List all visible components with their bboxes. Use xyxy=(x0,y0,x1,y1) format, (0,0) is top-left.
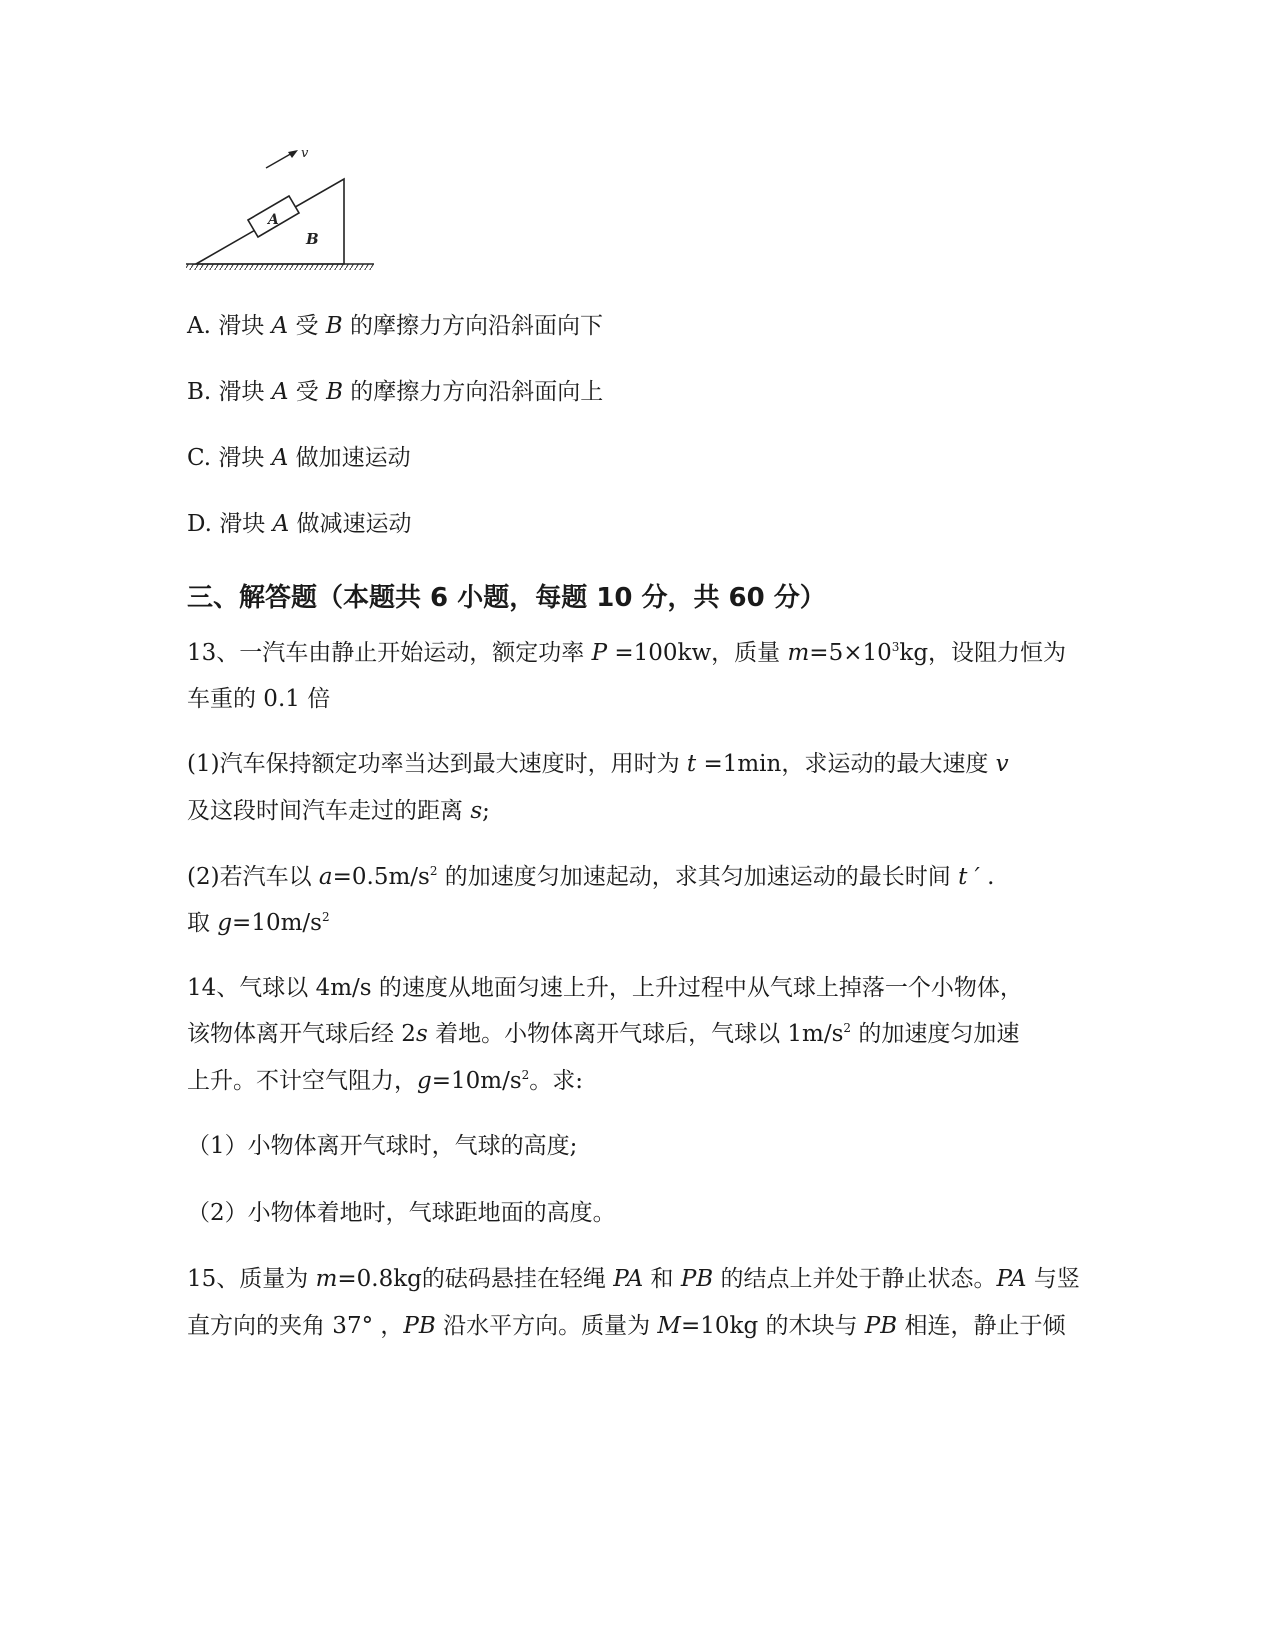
q15-line-2: 直方向的夹角 37° ，PB 沿水平方向。质量为 M=10kg 的木块与 PB 相连，静止于倾 xyxy=(187,1313,1066,1339)
q13-part-1-line-2: 及这段时间汽车走过的距离 s; xyxy=(187,798,490,824)
q14-part-2: （2）小物体着地时，气球距地面的高度。 xyxy=(187,1200,616,1226)
velocity-arrow-icon xyxy=(266,150,298,168)
ground-hatching xyxy=(186,264,374,270)
q13-part-2-line-1: (2)若汽车以 $a=0.5m/s^2$ 的加速度匀加速起动，求其匀加速运动的最长时间 t ′ . xyxy=(187,864,995,890)
q14-line-3: 上升。不计空气阻力，$g=10m/s^2$。求: xyxy=(187,1068,584,1094)
section-heading: 三、解答题（本题共 6 小题，每题 10 分，共 60 分） xyxy=(187,583,826,613)
q13-line-2: 车重的 0.1 倍 xyxy=(187,686,331,712)
q14-line-2: 该物体离开气球后经 2s 着地。小物体离开气球后，气球以 $1m/s^2$ 的加速度匀加速 xyxy=(187,1021,1020,1047)
q14-line-1: 14、气球以 4m/s 的速度从地面匀速上升，上升过程中从气球上掉落一个小物体， xyxy=(187,975,1023,1001)
q13-part-2-line-2: 取 $g=10m/s^2$ xyxy=(187,910,330,936)
incline-b-label: B xyxy=(306,230,319,248)
option-b: B. 滑块 A 受 B 的摩擦力方向沿斜面向上 xyxy=(187,379,604,405)
incline-block-diagram xyxy=(186,140,378,275)
block-a-label: A xyxy=(268,212,279,228)
option-c: C. 滑块 A 做加速运动 xyxy=(187,445,411,471)
option-a: A. 滑块 A 受 B 的摩擦力方向沿斜面向下 xyxy=(187,313,604,339)
option-d: D. 滑块 A 做减速运动 xyxy=(187,511,412,537)
q13-line-1: 13、一汽车由静止开始运动，额定功率 P =100kw，质量 $m=5\times 10^3kg$，设阻力恒为 xyxy=(187,640,1067,666)
q14-part-1: （1）小物体离开气球时，气球的高度; xyxy=(187,1133,578,1159)
q13-part-1-line-1: (1)汽车保持额定功率当达到最大速度时，用时为 t =1min，求运动的最大速度 v xyxy=(187,751,1009,777)
velocity-label: v xyxy=(301,146,309,161)
q15-line-1: 15、质量为 m=0.8kg的砝码悬挂在轻绳 PA 和 PB 的结点上并处于静止状态。PA 与竖 xyxy=(187,1266,1080,1292)
